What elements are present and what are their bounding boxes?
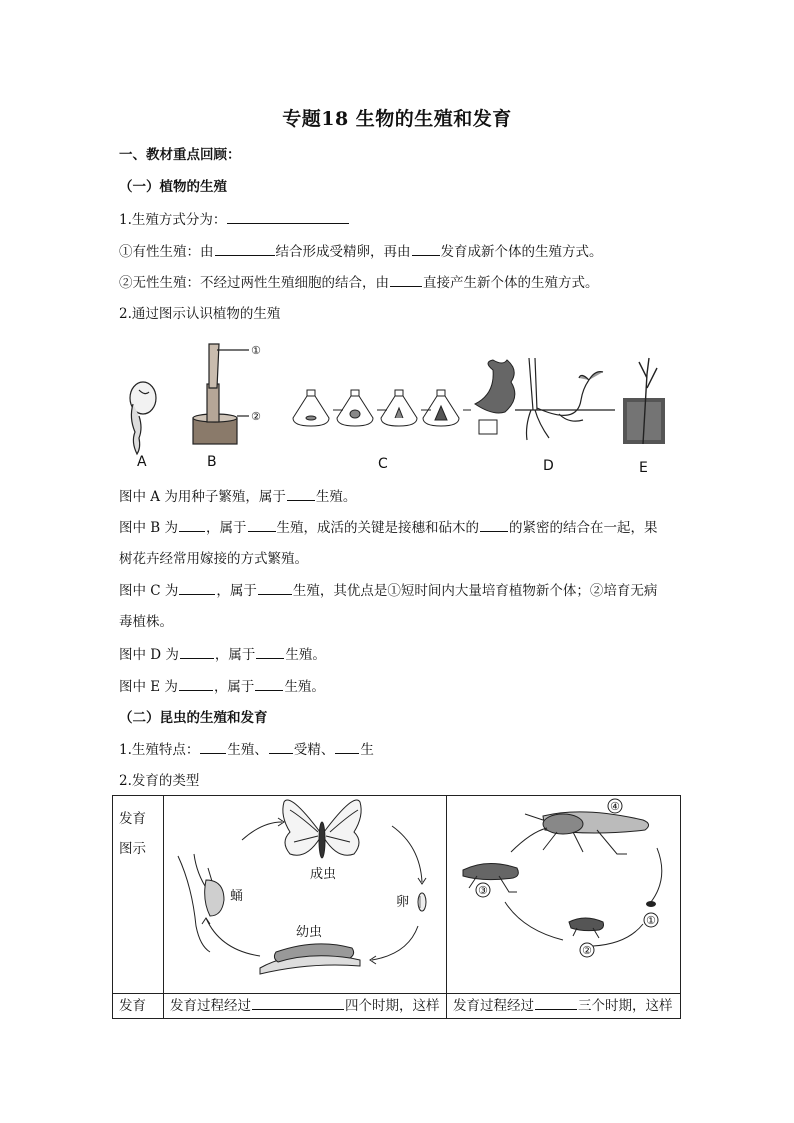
figure-b-text3: 生殖，成活的关键是接穗和砧木的 xyxy=(276,520,480,536)
question-1b xyxy=(119,273,599,292)
tissue-culture-illustration xyxy=(293,360,515,434)
answer-blank xyxy=(535,996,577,1010)
cycle-arrow xyxy=(372,926,418,960)
answer-blank xyxy=(215,242,275,256)
answer-blank xyxy=(179,581,215,595)
insect-question-2: 2.发育的类型 xyxy=(119,773,200,789)
answer-blank xyxy=(179,518,205,532)
section-heading-1: 一、教材重点回顾： xyxy=(119,147,241,163)
figure-d-text1: 图中 D 为 xyxy=(119,647,179,663)
figure-c-text3: 生殖，其优点是①短时间内大量培育植物新个体；②培育无病 xyxy=(292,583,658,599)
answer-blank xyxy=(200,740,226,754)
grasshopper-egg-illustration xyxy=(646,901,656,907)
row1-label-a: 发育 xyxy=(119,811,146,827)
question-1a-part2: 结合形成受精卵，再由 xyxy=(275,244,411,260)
layering-illustration xyxy=(515,358,615,440)
answer-blank xyxy=(180,645,214,659)
figure-c-question-line2: 毒植株。 xyxy=(119,614,173,630)
question-1a-part1: ①有性生殖：由 xyxy=(119,244,214,260)
answer-blank xyxy=(287,487,315,501)
butterfly-larva-illustration xyxy=(260,944,360,974)
cycle-arrow xyxy=(511,828,547,852)
answer-blank xyxy=(227,210,349,224)
grafting-illustration xyxy=(193,344,249,444)
cycle-arrow xyxy=(651,848,662,902)
figure-label-a: A xyxy=(137,454,147,470)
row2-right-text2: 三个时期，这样 xyxy=(578,998,673,1014)
table-cell-label xyxy=(113,994,164,1019)
table-cell-label xyxy=(113,796,164,994)
table-cell-incomplete-metamorphosis xyxy=(447,994,681,1019)
butterfly-pupa-label: 蛹 xyxy=(230,889,244,904)
plant-figure-svg xyxy=(119,338,679,480)
question-1-text: 1.生殖方式分为： xyxy=(119,212,227,228)
question-1b-part2: 直接产生新个体的生殖方式。 xyxy=(423,275,599,291)
figure-b-question-line2: 树花卉经常用嫁接的方式繁殖。 xyxy=(119,551,308,567)
answer-blank xyxy=(258,581,292,595)
insect-q1-text3: 受精、 xyxy=(293,742,335,758)
figure-e-text2: ，属于 xyxy=(213,679,255,695)
figure-d-text3: 生殖。 xyxy=(285,647,326,663)
plant-reproduction-figure xyxy=(119,338,679,480)
figure-d-question xyxy=(119,645,326,664)
figure-b-text2: ，属于 xyxy=(206,520,247,536)
figure-e-question xyxy=(119,677,325,696)
table-cell-complete-metamorphosis xyxy=(164,994,447,1019)
grasshopper-marker-3: ③ xyxy=(478,884,488,897)
figure-c-text2: ，属于 xyxy=(216,583,257,599)
grasshopper-marker-1: ① xyxy=(646,914,656,927)
butterfly-adult-illustration xyxy=(283,800,361,858)
insect-question-1 xyxy=(119,740,374,759)
row2-mid-text1: 发育过程经过 xyxy=(170,998,251,1014)
development-types-table xyxy=(112,795,681,1019)
butterfly-egg-illustration xyxy=(418,893,426,911)
grasshopper-lifecycle-diagram xyxy=(447,796,680,989)
butterfly-adult-label: 成虫 xyxy=(310,867,337,882)
butterfly-lifecycle-diagram xyxy=(164,796,446,989)
cycle-arrow xyxy=(242,822,282,840)
table-row xyxy=(113,796,681,994)
question-1 xyxy=(119,210,350,229)
page-title: 专题18 生物的生殖和发育 xyxy=(282,108,512,130)
figure-a-text1: 图中 A 为用种子繁殖，属于 xyxy=(119,489,286,505)
answer-blank xyxy=(335,740,359,754)
insect-q1-text2: 生殖、 xyxy=(227,742,268,758)
figure-a-text2: 生殖。 xyxy=(315,489,357,505)
figure-b-question xyxy=(119,518,658,537)
question-1a-part3: 发育成新个体的生殖方式。 xyxy=(440,244,603,260)
grasshopper-marker-4: ④ xyxy=(610,800,620,813)
figure-e-text1: 图中 E 为 xyxy=(119,679,178,695)
answer-blank xyxy=(248,518,276,532)
butterfly-lifecycle-cell xyxy=(164,796,447,994)
answer-blank xyxy=(179,677,213,691)
insect-q1-text4: 生 xyxy=(360,742,374,758)
cycle-arrow xyxy=(505,902,563,940)
answer-blank xyxy=(390,273,422,287)
answer-blank xyxy=(252,996,344,1010)
figure-c-question xyxy=(119,581,657,600)
question-2: 2.通过图示认识植物的生殖 xyxy=(119,306,281,322)
insect-q1-text1: 1.生殖特点： xyxy=(119,742,200,758)
row2-label: 发育 xyxy=(119,998,146,1014)
answer-blank xyxy=(480,518,508,532)
grasshopper-nymph-large-illustration xyxy=(463,863,518,892)
row1-label-b: 图示 xyxy=(119,841,146,857)
subsection-heading-insects: （二）昆虫的生殖和发育 xyxy=(119,710,268,726)
figure-a-question xyxy=(119,487,356,506)
question-1a xyxy=(119,242,603,261)
seed-sprout-illustration xyxy=(130,382,156,454)
answer-blank xyxy=(412,242,440,256)
figure-e-text3: 生殖。 xyxy=(284,679,325,695)
grasshopper-lifecycle-cell xyxy=(447,796,681,994)
answer-blank xyxy=(255,677,283,691)
cycle-arrow xyxy=(206,918,260,956)
answer-blank xyxy=(269,740,293,754)
answer-blank xyxy=(256,645,284,659)
figure-b-text1: 图中 B 为 xyxy=(119,520,179,536)
table-row xyxy=(113,994,681,1019)
figure-label-c: C xyxy=(378,456,388,472)
figure-b-text4: 的紧密的结合在一起，果 xyxy=(509,520,658,536)
butterfly-pupa-illustration xyxy=(178,854,224,952)
grasshopper-nymph-small-illustration xyxy=(569,918,604,938)
figure-d-text2: ，属于 xyxy=(214,647,256,663)
figure-label-e: E xyxy=(639,460,648,476)
butterfly-larva-label: 幼虫 xyxy=(296,925,323,940)
figure-c-text1: 图中 C 为 xyxy=(119,583,179,599)
cutting-illustration xyxy=(623,358,665,444)
grasshopper-marker-2: ② xyxy=(582,944,592,957)
row2-mid-text2: 四个时期，这样 xyxy=(345,998,440,1014)
row2-right-text1: 发育过程经过 xyxy=(453,998,534,1014)
subsection-heading-plants: （一）植物的生殖 xyxy=(119,179,227,195)
grasshopper-adult-illustration xyxy=(525,812,649,854)
butterfly-egg-label: 卵 xyxy=(396,895,410,910)
figure-label-d: D xyxy=(543,458,554,474)
question-1b-part1: ②无性生殖：不经过两性生殖细胞的结合，由 xyxy=(119,275,389,291)
figure-marker-2: ② xyxy=(251,410,261,423)
cycle-arrow xyxy=(392,826,422,882)
figure-marker-1: ① xyxy=(251,344,261,357)
figure-label-b: B xyxy=(207,454,217,470)
